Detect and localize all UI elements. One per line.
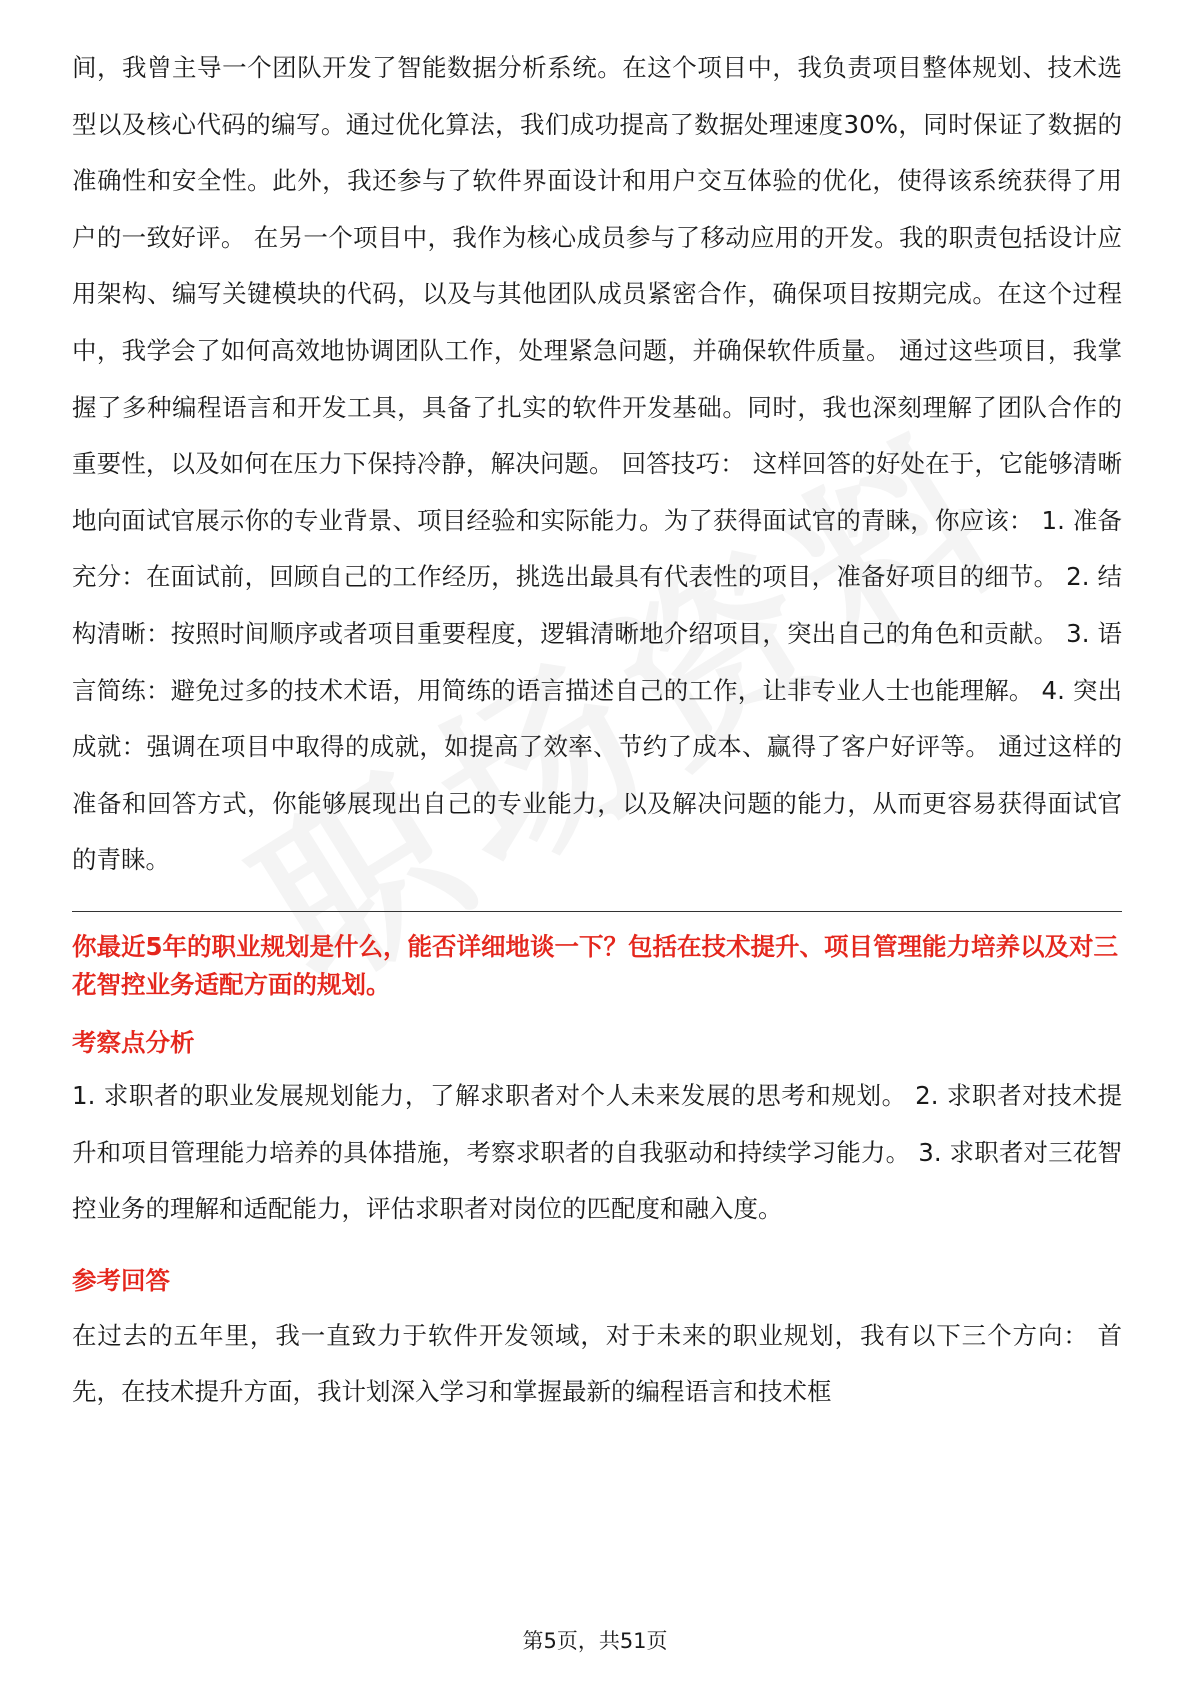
page-number: 第5页，共51页 bbox=[522, 1629, 668, 1653]
section-divider bbox=[72, 911, 1122, 912]
analysis-body: 1. 求职者的职业发展规划能力，了解求职者对个人未来发展的思考和规划。 2. 求职者对技术提升和项目管理能力培养的具体措施，考察求职者的自我驱动和持续学习能力。 3. 求职者对三花智控业务的理解和适配能力，评估求职者对岗位的匹配度和融入度。 bbox=[72, 1080, 1122, 1224]
analysis-heading: 考察点分析 bbox=[72, 1027, 195, 1057]
interview-question: 你最近5年的职业规划是什么，能否详细地谈一下？包括在技术提升、项目管理能力培养以及对三花智控业务适配方面的规划。 bbox=[72, 931, 1119, 999]
previous-answer-continued: 间，我曾主导一个团队开发了智能数据分析系统。在这个项目中，我负责项目整体规划、技术选型以及核心代码的编写。通过优化算法，我们成功提高了数据处理速度30%，同时保证了数据的准确性和安全性。此外，我还参与了软件界面设计和用户交互体验的优化，使得该系统获得了用户的一致好评。 在另一个项目中，我作为核心成员参与了移动应用的开发。我的职责包括设计应用架构、编写关键模块的代码，以及与其他团队成员紧密合作，确保项目按期完成。在这个过程中，我学会了如何高效地协调团队工作，处理紧急问题，并确保软件质量。 通过这些项目，我掌握了多种编程语言和开发工具，具备了扎实的软件开发基础。同时，我也深刻理解了团队合作的重要性，以及如何在压力下保持冷静，解决问题。 回答技巧： 这样回答的好处在于，它能够清晰地向面试官展示你的专业背景、项目经验和实际能力。为了获得面试官的青睐，你应该： 1. 准备充分：在面试前，回顾自己的工作经历，挑选出最具有代表性的项目，准备好项目的细节。 2. 结构清晰：按照时间顺序或者项目重要程度，逻辑清晰地介绍项目，突出自己的角色和贡献。 3. 语言简练：避免过多的技术术语，用简练的语言描述自己的工作，让非专业人士也能理解。 4. 突出成就：强调在项目中取得的成就，如提高了效率、节约了成本、赢得了客户好评等。 通过这样的准备和回答方式，你能够展现出自己的专业能力，以及解决问题的能力，从而更容易获得面试官的青睐。 bbox=[72, 53, 1122, 875]
reference-answer-heading: 参考回答 bbox=[72, 1265, 170, 1295]
reference-answer-body: 在过去的五年里，我一直致力于软件开发领域，对于未来的职业规划，我有以下三个方向： 首先，在技术提升方面，我计划深入学习和掌握最新的编程语言和技术框 bbox=[72, 1320, 1122, 1407]
page-content bbox=[72, 40, 1122, 1421]
